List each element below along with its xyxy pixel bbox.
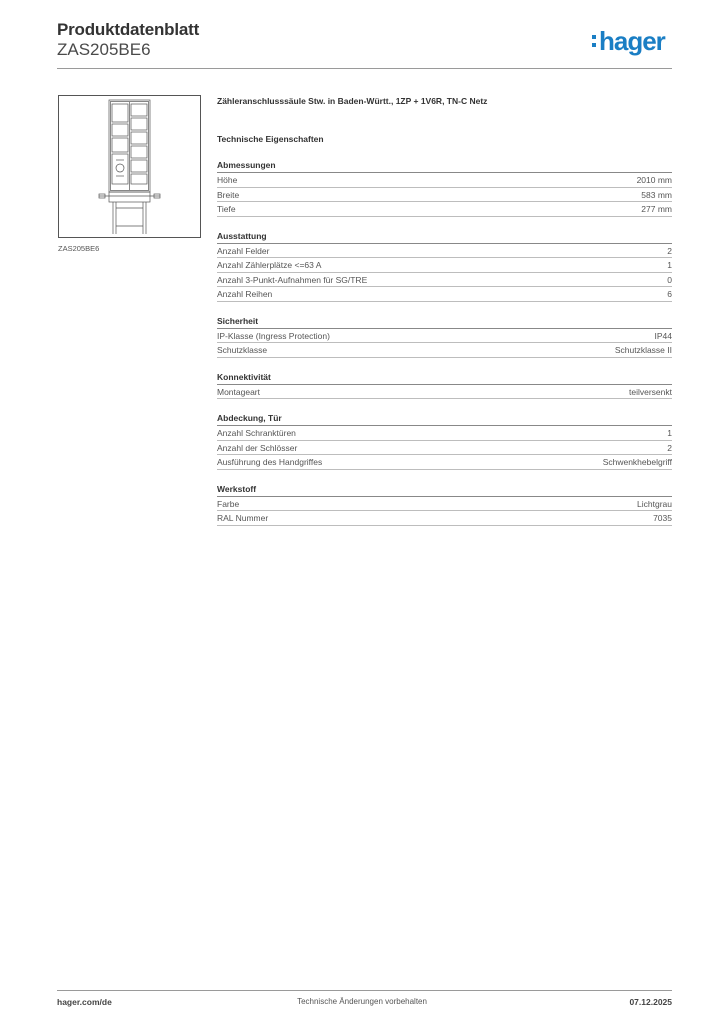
property-row	[217, 188, 672, 203]
footer-note: Technische Änderungen vorbehalten	[297, 997, 427, 1006]
property-label: RAL Nummer	[217, 513, 269, 523]
property-row	[217, 202, 672, 217]
property-row	[217, 441, 672, 456]
property-row	[217, 244, 672, 259]
property-row	[217, 426, 672, 441]
header-divider	[57, 68, 672, 69]
property-value: 7035	[653, 513, 672, 523]
property-label: Höhe	[217, 175, 238, 185]
property-value: 1	[667, 428, 672, 438]
section-title: Abdeckung, Tür	[217, 413, 672, 426]
property-row	[217, 497, 672, 512]
property-value: Schwenkhebelgriff	[602, 457, 672, 467]
property-label: Farbe	[217, 498, 240, 509]
section-title: Ausstattung	[217, 231, 672, 244]
logo-dots-icon	[592, 35, 596, 47]
product-description: Zähleranschlusssäule Stw. in Baden-Württ., 1ZP + 1V6R, TN-C Netz	[217, 96, 488, 106]
property-label: Anzahl Reihen	[217, 289, 273, 299]
property-value: 583 mm	[641, 189, 672, 200]
property-label: Anzahl Felder	[217, 245, 270, 256]
property-label: Breite	[217, 189, 240, 200]
product-image	[58, 95, 201, 238]
property-label: Anzahl Zählerplätze <=63 A	[217, 260, 322, 270]
property-row	[217, 273, 672, 288]
property-row	[217, 329, 672, 344]
product-code: ZAS205BE6	[57, 40, 151, 59]
tech-heading: Technische Eigenschaften	[217, 134, 324, 144]
footer-divider	[57, 990, 672, 991]
property-row	[217, 455, 672, 470]
section-title: Werkstoff	[217, 484, 672, 497]
image-caption: ZAS205BE6	[58, 244, 100, 253]
property-value: 0	[667, 274, 672, 285]
footer-website: hager.com/de	[57, 997, 112, 1007]
property-label: Anzahl der Schlösser	[217, 442, 298, 453]
document-header	[57, 20, 199, 60]
property-label: Ausführung des Handgriffes	[217, 457, 323, 467]
meter-cabinet-drawing-icon	[59, 96, 200, 237]
property-value: Lichtgrau	[637, 498, 672, 509]
property-value: teilversenkt	[629, 386, 672, 397]
property-value: IP44	[654, 330, 672, 341]
property-value: 1	[667, 260, 672, 270]
property-label: Anzahl Schranktüren	[217, 428, 296, 438]
property-row	[217, 173, 672, 188]
logo-text: hager	[599, 26, 665, 56]
section-title: Konnektivität	[217, 372, 672, 385]
property-row	[217, 287, 672, 302]
hager-logo	[592, 28, 665, 54]
property-row	[217, 343, 672, 358]
property-sections	[217, 160, 672, 526]
property-label: IP-Klasse (Ingress Protection)	[217, 330, 330, 341]
section-title: Abmessungen	[217, 160, 672, 173]
property-label: Schutzklasse	[217, 345, 268, 355]
property-value: 2	[667, 442, 672, 453]
property-label: Tiefe	[217, 204, 236, 214]
section-title: Sicherheit	[217, 316, 672, 329]
property-value: Schutzklasse II	[614, 345, 672, 355]
property-label: Montageart	[217, 386, 260, 397]
document-title: Produktdatenblatt	[57, 20, 200, 39]
property-value: 277 mm	[641, 204, 672, 214]
property-row	[217, 385, 672, 400]
property-row	[217, 258, 672, 273]
product-details	[217, 96, 672, 526]
property-label: Anzahl 3-Punkt-Aufnahmen für SG/TRE	[217, 274, 368, 285]
property-row	[217, 511, 672, 526]
property-value: 2010 mm	[636, 175, 672, 185]
property-value: 2	[667, 245, 672, 256]
footer-date: 07.12.2025	[629, 997, 672, 1007]
property-value: 6	[667, 289, 672, 299]
